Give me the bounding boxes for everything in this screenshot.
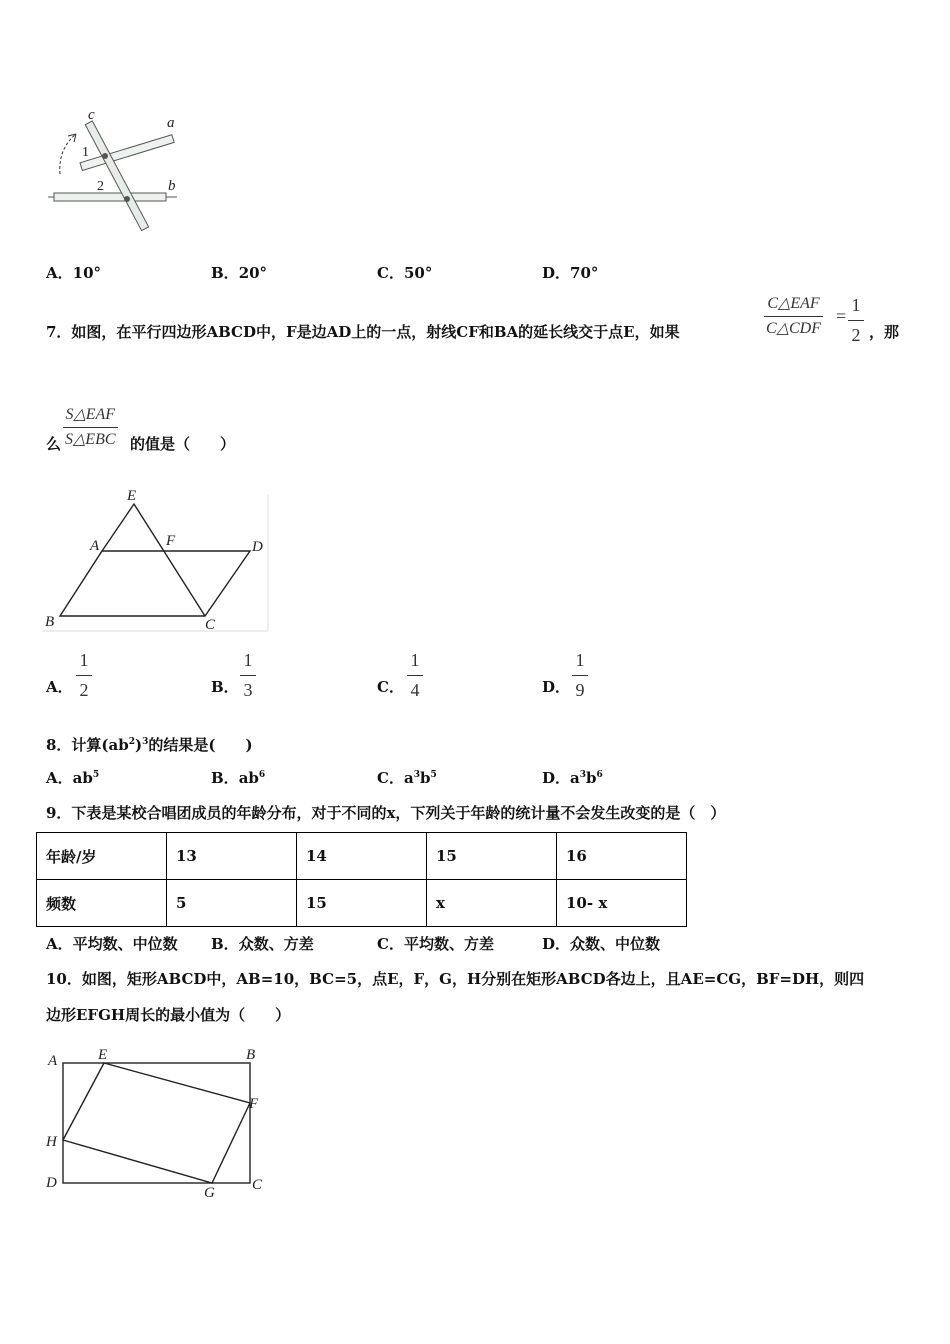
q6-option-c[interactable]: C．50° (377, 264, 433, 282)
label-A: A (48, 1053, 58, 1069)
table-row (37, 880, 687, 927)
label-E: E (127, 488, 137, 504)
table-cell: 13 (167, 833, 297, 880)
parallelogram-abcd (60, 551, 250, 616)
q10-stem-line2: 边形EFGH周长的最小值为（ ） (46, 1006, 291, 1024)
label-E: E (98, 1047, 108, 1063)
q8-option-c[interactable]: C．$a^3b^5$ (377, 769, 437, 787)
label-F: F (249, 1096, 259, 1112)
pivot-top (102, 153, 108, 159)
label-B: B (246, 1047, 256, 1063)
table-cell: 14 (297, 833, 427, 880)
quadrilateral-efgh (63, 1063, 250, 1183)
q8-option-d[interactable]: D．$a^3b^6$ (542, 769, 603, 787)
label-B: B (45, 614, 55, 630)
q7-stem-part3-suffix: 的值是（ ） (130, 435, 236, 453)
q9-stem: 9．下表是某校合唱团成员的年龄分布，对于不同的x，下列关于年龄的统计量不会发生改变的是（ ） (46, 804, 726, 822)
angle-2: 2 (97, 179, 104, 194)
q7-option-c[interactable]: C． (377, 678, 404, 696)
q7-figure (42, 484, 272, 636)
line-b (48, 193, 177, 201)
q7-equals: = (836, 306, 847, 326)
q7-stem-part1: 7．如图，在平行四边形ABCD中，F是边AD上的一点，射线CF和BA的延长线交于点E，如果 (46, 323, 680, 341)
rotation-arrow-icon (60, 134, 76, 174)
q8-option-b[interactable]: B．$ab^6$ (211, 769, 266, 787)
q8-stem: 8．计算$(ab^2)^3$的结果是( ) (46, 736, 253, 754)
q6-figure (44, 104, 184, 239)
table-cell: 10- x (557, 880, 687, 927)
label-C: C (205, 617, 216, 633)
q7-option-a[interactable]: A． (46, 678, 73, 696)
q8-option-a[interactable]: A．$ab^5$ (46, 769, 100, 787)
angle-1: 1 (82, 145, 89, 160)
q10-figure (42, 1042, 272, 1202)
pivot-bottom (124, 196, 130, 202)
label-H: H (46, 1134, 57, 1150)
label-D: D (46, 1175, 57, 1191)
q6-option-a[interactable]: A．10° (46, 264, 102, 282)
table-cell: x (427, 880, 557, 927)
line-c (85, 121, 148, 231)
table-row (37, 833, 687, 880)
q6-option-b[interactable]: B．20° (211, 264, 268, 282)
q7-option-b[interactable]: B． (211, 678, 239, 696)
age-table (36, 832, 687, 927)
table-cell: 年龄/岁 (37, 833, 167, 880)
label-a: a (167, 115, 175, 131)
q7-option-b-fraction: 1 3 (240, 650, 256, 701)
rectangle-abcd (63, 1063, 250, 1183)
label-A: A (90, 538, 100, 554)
q7-ratio-fraction: C△EAF C△CDF (766, 295, 821, 337)
q9-option-d[interactable]: D．众数、中位数 (542, 935, 661, 953)
q7-half-fraction: 1 2 (848, 295, 864, 346)
label-C: C (252, 1177, 263, 1193)
q7-option-d-fraction: 1 9 (572, 650, 588, 701)
table-cell: 5 (167, 880, 297, 927)
q7-stem-part3-prefix: 么 (46, 435, 62, 453)
table-cell: 15 (297, 880, 427, 927)
q6-option-d[interactable]: D．70° (542, 264, 599, 282)
label-b: b (168, 178, 176, 194)
q7-stem-part2: ，那 (869, 323, 900, 341)
triangle-lines (102, 504, 205, 616)
label-D: D (252, 539, 263, 555)
q9-option-c[interactable]: C．平均数、方差 (377, 935, 494, 953)
label-G: G (204, 1185, 215, 1201)
q7-ask-fraction: S△EAF S△EBC (65, 406, 116, 448)
label-c: c (88, 107, 95, 123)
table-cell: 16 (557, 833, 687, 880)
q7-option-d[interactable]: D． (542, 678, 571, 696)
q9-option-b[interactable]: B．众数、方差 (211, 935, 314, 953)
table-cell: 频数 (37, 880, 167, 927)
q7-option-a-fraction: 1 2 (76, 650, 92, 701)
q10-stem-line1: 10．如图，矩形ABCD中，AB=10，BC=5，点E，F，G，H分别在矩形ABCD各边上，且AE=CG，BF=DH，则四 (46, 970, 865, 988)
table-cell: 15 (427, 833, 557, 880)
q9-option-a[interactable]: A．平均数、中位数 (46, 935, 178, 953)
label-F: F (166, 533, 176, 549)
q7-option-c-fraction: 1 4 (407, 650, 423, 701)
